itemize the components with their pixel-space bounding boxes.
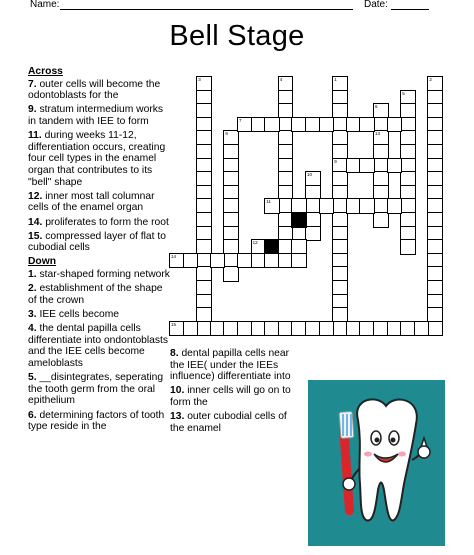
clue-number-label: 12 — [252, 240, 258, 246]
crossword-cell[interactable] — [387, 198, 403, 214]
clue-number-label: 14 — [171, 253, 177, 259]
clue-number-label: 4 — [279, 77, 283, 82]
crossword-cell[interactable] — [319, 117, 335, 133]
clue-text: outer cells will become the odontoblasts for the — [28, 78, 161, 102]
clue-number: 3. — [28, 309, 37, 321]
down-heading: Down — [28, 256, 57, 268]
clue-number-label: 10 — [307, 172, 313, 178]
crossword-cell[interactable] — [359, 117, 375, 133]
clue-text: outer cubodial cells of the enamel — [170, 411, 287, 434]
crossword-cell[interactable] — [373, 212, 389, 228]
crossword-cell[interactable] — [264, 117, 280, 133]
clue-number-label: 1 — [334, 77, 337, 82]
crossword-cell[interactable] — [183, 321, 199, 337]
crossword-cell[interactable] — [319, 198, 335, 214]
crossword-cell[interactable] — [427, 321, 443, 337]
clue-number-label: 13 — [375, 131, 381, 137]
clue-number-label: 5 — [402, 90, 405, 96]
clue-number-label: 11 — [266, 199, 271, 205]
clue-number: 8. — [170, 348, 179, 359]
clue-number-label: 6 — [375, 104, 378, 110]
clue-number-label: 15 — [171, 321, 177, 327]
crossword-cell[interactable] — [264, 198, 280, 214]
crossword-cell[interactable] — [291, 253, 307, 269]
clue-text: IEE cells become — [36, 309, 120, 321]
clue-text: inner cells will go on to form the — [170, 385, 291, 408]
crossword-cell[interactable] — [210, 253, 226, 269]
clue-text: stratum intermedium works in tandem with IEE to form — [28, 104, 164, 127]
crossword-cell[interactable] — [414, 321, 430, 337]
crossword-cell[interactable] — [359, 158, 375, 174]
clue-number: 9. — [28, 104, 37, 116]
clue-number-label: 7 — [239, 117, 242, 123]
clue-number: 13. — [170, 411, 185, 423]
tooth-illustration — [308, 380, 445, 546]
clue-number: 6. — [28, 409, 37, 421]
clue-number-label: 2 — [429, 77, 432, 82]
date-label: Date: — [364, 0, 388, 10]
crossword-cell[interactable] — [319, 321, 335, 337]
crossword-cell[interactable] — [359, 198, 375, 214]
clue-number: 12. — [28, 190, 43, 202]
clue-number-label: 9 — [334, 158, 337, 164]
clue-text: during weeks 11-12, differentiation occurs, creating four cell types in the enamel organ that contributes to its "bell" shape — [28, 130, 166, 188]
page-title: Bell Stage — [169, 20, 305, 52]
crossword-block — [291, 212, 307, 228]
clue-number: 4. — [28, 323, 37, 335]
clue-text: star-shaped forming network — [36, 269, 170, 281]
clue-text: inner most tall columnar cells of the enamel organ — [28, 190, 155, 214]
crossword-cell[interactable] — [223, 266, 239, 282]
crossword-cell[interactable] — [387, 158, 403, 174]
crossword-cell[interactable] — [183, 253, 199, 269]
crossword-cell[interactable] — [400, 239, 416, 255]
clue-number: 15. — [28, 230, 43, 242]
clue-text: determining factors of tooth type reside in the — [28, 409, 165, 433]
clue-number: 10. — [170, 385, 185, 397]
clue-number: 2. — [28, 283, 37, 295]
clue-number: 11. — [28, 130, 42, 142]
clue-number: 1. — [28, 269, 37, 281]
clue-number-label: 8 — [225, 131, 228, 137]
clue-text: compressed layer of flat to cubodial cells — [28, 230, 166, 254]
crossword-cell[interactable] — [387, 117, 403, 133]
clue-number-label: 3 — [198, 77, 201, 82]
across-heading: Across — [28, 66, 63, 77]
clue-text: __disintegrates, seperating the tooth germ from the oral epithelium — [28, 372, 164, 407]
clue-number: 7. — [28, 78, 37, 90]
clue-number: 14. — [28, 216, 43, 228]
clue-text: establishment of the shape of the crown — [28, 283, 163, 306]
name-label: Name: — [30, 0, 60, 10]
clue-text: the dental papilla cells differentiate into ondontoblasts and the IEE cells become ameloblasts — [28, 323, 169, 369]
clue-number: 5. — [28, 372, 37, 384]
clue-text: dental papilla cells near the IEE( under the IEEs influence) differentiate into — [170, 348, 291, 383]
clue-text: proliferates to form the root — [42, 216, 169, 228]
tooth-mascot-with-toothbrush-icon — [308, 380, 445, 546]
crossword-cell[interactable] — [305, 226, 321, 242]
